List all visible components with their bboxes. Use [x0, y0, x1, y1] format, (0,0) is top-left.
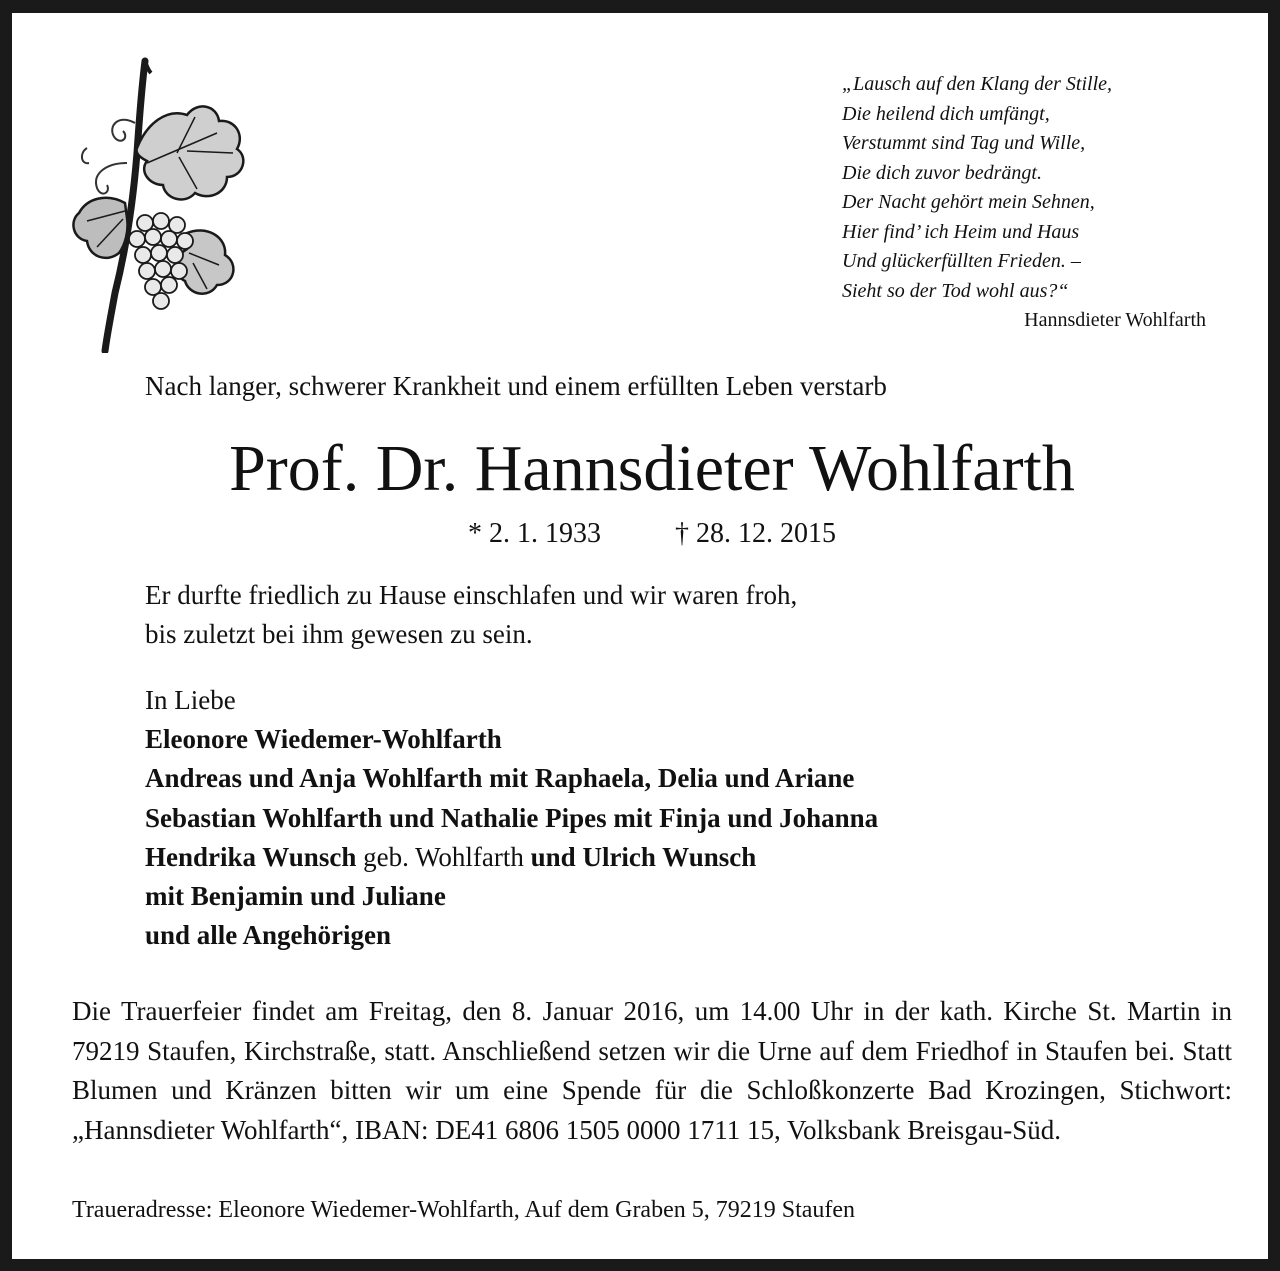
poem-line: Und glückerfüllten Frieden. –	[842, 250, 1081, 272]
greeting: In Liebe	[145, 685, 236, 715]
mourner-maiden-name: geb. Wohlfarth	[356, 841, 531, 872]
poem-line: „Lausch auf den Klang der Stille,	[842, 73, 1112, 95]
mourner-name: und Ulrich Wunsch	[530, 841, 757, 872]
farewell-line: bis zuletzt bei ihm gewesen zu sein.	[145, 619, 533, 649]
poem-line: Der Nacht gehört mein Sehnen,	[842, 191, 1095, 213]
life-dates	[12, 518, 1280, 550]
poem-author: Hannsdieter Wohlfarth	[1024, 309, 1206, 331]
poem-line: Die heilend dich umfängt,	[842, 102, 1050, 125]
mourners-list	[145, 681, 878, 955]
death-date: † 28. 12. 2015	[675, 518, 836, 549]
poem-line: Hier find’ ich Heim und Haus	[842, 220, 1080, 243]
poem-line: Die dich zuvor bedrängt.	[842, 161, 1042, 184]
birth-date: * 2. 1. 1933	[468, 518, 601, 549]
mourner-line: Eleonore Wiedemer-Wohlfarth	[145, 724, 502, 755]
poem	[842, 70, 1212, 336]
deceased-name: Prof. Dr. Hannsdieter Wohlfarth	[229, 432, 1075, 505]
ceremony-info: Die Trauerfeier findet am Freitag, den 8. Januar 2016, um 14.00 Uhr in der kath. Kirche St. Martin in 79219 Staufen, Kirchstraße, statt. Anschließend setzen wir die Urne auf dem Friedhof in Staufen bei. Statt Blumen und Kränzen bitten wir um eine Spende für die Schloßkonzerte Bad Krozingen, Stichwort: „Hannsdieter Wohlfarth“, IBAN: DE41 6806 1505 0000 1711 15, Volksbank Breisgau-Süd.	[72, 996, 1232, 1145]
grapevine-icon	[67, 53, 257, 353]
mourner-name: Hendrika Wunsch	[145, 841, 357, 872]
poem-line: Verstummt sind Tag und Wille,	[842, 132, 1086, 154]
farewell-text	[145, 576, 797, 654]
mourner-line: Sebastian Wohlfarth und Nathalie Pipes mit Finja und Johanna	[145, 802, 879, 833]
mourner-line: Andreas und Anja Wohlfarth mit Raphaela, Delia und Ariane	[145, 763, 855, 794]
farewell-line: Er durfte friedlich zu Hause einschlafen und wir waren froh,	[145, 580, 798, 610]
intro-text: Nach langer, schwerer Krankheit und einem erfüllten Leben verstarb	[145, 371, 887, 401]
mourner-line: mit Benjamin und Juliane	[145, 881, 446, 912]
mourner-line	[145, 838, 878, 877]
poem-line: Sieht so der Tod wohl aus?“	[842, 279, 1069, 302]
mourner-line: und alle Angehörigen	[145, 920, 392, 951]
mourning-address: Traueradresse: Eleonore Wiedemer-Wohlfarth, Auf dem Graben 5, 79219 Staufen	[72, 1197, 856, 1223]
